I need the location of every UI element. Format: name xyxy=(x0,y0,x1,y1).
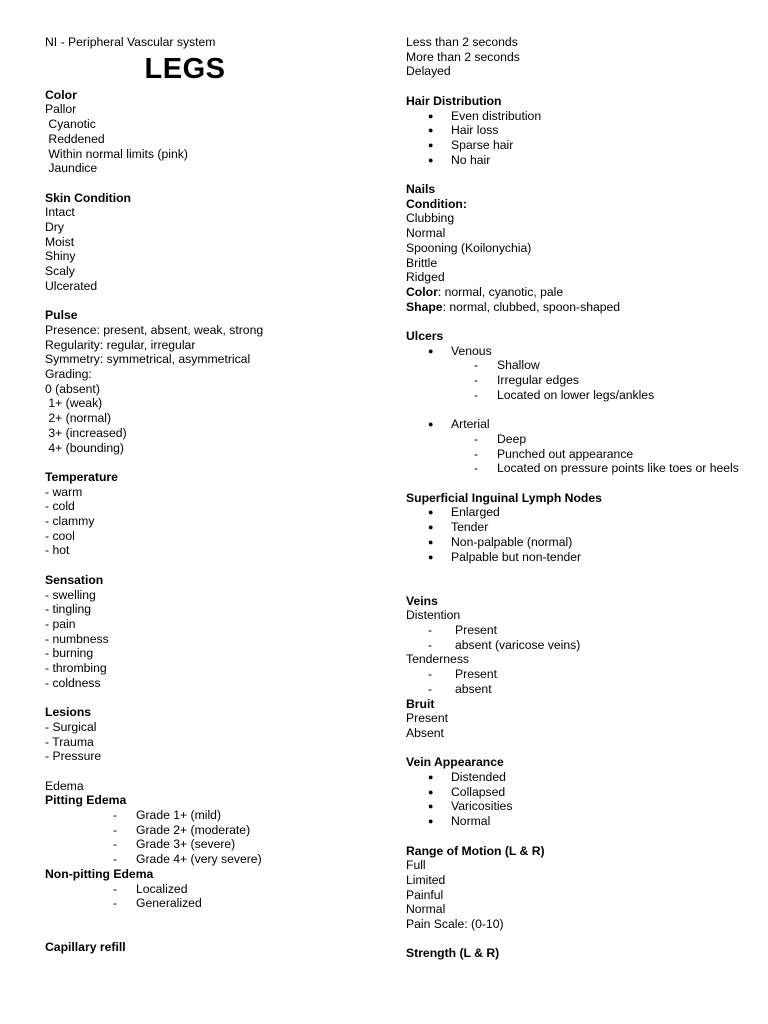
bullet-item: ● Normal xyxy=(406,814,746,829)
spacer xyxy=(45,764,375,779)
text-line: - cold xyxy=(45,499,75,514)
text-line: - thrombing xyxy=(45,661,107,676)
text-line: - hot xyxy=(45,543,70,558)
dash-subitem: - Grade 3+ (severe) xyxy=(45,837,375,852)
bullet-item: ● Sparse hair xyxy=(406,138,746,153)
section-heading: Range of Motion (L & R) xyxy=(406,843,545,858)
spacer xyxy=(406,167,746,182)
dash-subitem: - Punched out appearance xyxy=(406,447,746,462)
dash-item: - Present xyxy=(406,667,746,682)
bullet-item: ● Venous xyxy=(406,344,746,359)
text-line: - Pressure xyxy=(45,749,102,764)
field-value: : normal, cyanotic, pale xyxy=(437,284,564,299)
text-line: Presence: present, absent, weak, strong xyxy=(45,322,264,337)
dash-subitem: - Irregular edges xyxy=(406,373,746,388)
bullet-item: ● Even distribution xyxy=(406,109,746,124)
field-key: Color xyxy=(406,284,438,299)
section-heading: Temperature xyxy=(45,469,118,484)
text-line: - pain xyxy=(45,616,76,631)
text-line: Scaly xyxy=(45,264,75,279)
text-line: - tingling xyxy=(45,602,92,617)
dash-subitem: - Generalized xyxy=(45,896,375,911)
spacer xyxy=(406,741,746,756)
left-column-body xyxy=(45,88,375,955)
bullet-item: ● Tender xyxy=(406,520,746,535)
text-line: Spooning (Koilonychia) xyxy=(406,240,532,255)
bullet-item: ● No hair xyxy=(406,153,746,168)
section-heading: Superficial Inguinal Lymph Nodes xyxy=(406,490,602,505)
text-line: 3+ (increased) xyxy=(45,425,127,440)
spacer xyxy=(406,829,746,844)
left-column xyxy=(45,35,375,955)
text-line: More than 2 seconds xyxy=(406,49,520,64)
section-heading: Nails xyxy=(406,182,436,196)
section-heading: Color xyxy=(45,87,77,102)
text-line: Normal xyxy=(406,226,446,241)
section-heading: Ulcers xyxy=(406,329,444,344)
text-line: Delayed xyxy=(406,64,451,79)
spacer xyxy=(45,176,375,191)
section-heading: Hair Distribution xyxy=(406,93,502,108)
text-line: Full xyxy=(406,858,426,873)
text-line: Distention xyxy=(406,608,461,623)
text-line: Shiny xyxy=(45,249,76,264)
text-line: Normal xyxy=(406,902,446,917)
dash-subitem: - Grade 1+ (mild) xyxy=(45,808,375,823)
bullet-item: ● Collapsed xyxy=(406,785,746,800)
dash-subitem: - Localized xyxy=(45,882,375,897)
text-line: Clubbing xyxy=(406,211,455,226)
dash-item: - absent xyxy=(406,682,746,697)
section-heading: Strength (L & R) xyxy=(406,946,500,961)
text-line: Within normal limits (pink) xyxy=(45,146,188,161)
bullet-item: ● Enlarged xyxy=(406,505,746,520)
field-line xyxy=(406,285,746,300)
spacer xyxy=(406,314,746,329)
dash-item: - absent (varicose veins) xyxy=(406,638,746,653)
field-key: Shape xyxy=(406,299,443,314)
text-line: Tenderness xyxy=(406,652,470,667)
dash-subitem: - Shallow xyxy=(406,358,746,373)
text-line: Brittle xyxy=(406,255,438,270)
section-heading: Vein Appearance xyxy=(406,755,504,770)
text-line: - warm xyxy=(45,484,83,499)
spacer xyxy=(45,294,375,309)
text-line: 4+ (bounding) xyxy=(45,440,124,455)
text-line: Painful xyxy=(406,887,444,902)
right-column xyxy=(406,35,746,961)
section-title: LEGS xyxy=(144,52,226,85)
text-line: Dry xyxy=(45,220,64,235)
text-line: Reddened xyxy=(45,131,105,146)
dash-subitem: - Located on lower legs/ankles xyxy=(406,388,746,403)
text-line: Grading: xyxy=(45,367,92,382)
text-line: - coldness xyxy=(45,675,101,690)
spacer xyxy=(45,558,375,573)
dash-subitem: - Located on pressure points like toes or heels xyxy=(406,461,746,476)
text-line: Less than 2 seconds xyxy=(406,35,518,49)
text-line: - clammy xyxy=(45,514,95,529)
right-column-body xyxy=(406,35,746,961)
section-heading: Pulse xyxy=(45,308,78,323)
text-line: - Surgical xyxy=(45,719,97,734)
bullet-item: ● Varicosities xyxy=(406,799,746,814)
text-line: 2+ (normal) xyxy=(45,411,112,426)
section-heading: Skin Condition xyxy=(45,190,131,205)
section-heading: Bruit xyxy=(406,696,435,711)
text-line: Regularity: regular, irregular xyxy=(45,337,196,352)
bullet-item: ● Arterial xyxy=(406,417,746,432)
text-line: Pain Scale: (0-10) xyxy=(406,917,504,932)
text-line: Pallor xyxy=(45,102,77,117)
text-line: Ridged xyxy=(406,270,445,285)
text-line: Symmetry: symmetrical, asymmetrical xyxy=(45,352,251,367)
text-line: - cool xyxy=(45,528,75,543)
dash-subitem: - Grade 4+ (very severe) xyxy=(45,852,375,867)
spacer xyxy=(406,476,746,491)
document-title: NI - Peripheral Vascular system xyxy=(45,35,216,49)
text-line: Absent xyxy=(406,725,444,740)
spacer xyxy=(406,579,746,594)
spacer xyxy=(45,911,375,926)
spacer xyxy=(406,79,746,94)
section-heading: Sensation xyxy=(45,572,104,587)
section-heading: Veins xyxy=(406,593,438,608)
text-line: Cyanotic xyxy=(45,117,96,132)
text-line: - numbness xyxy=(45,631,109,646)
field-line xyxy=(406,300,746,315)
spacer xyxy=(406,932,746,947)
section-heading: Capillary refill xyxy=(45,940,126,955)
bullet-item: ● Non-palpable (normal) xyxy=(406,535,746,550)
section-heading: Lesions xyxy=(45,705,92,720)
spacer xyxy=(45,690,375,705)
dash-subitem: - Deep xyxy=(406,432,746,447)
spacer xyxy=(406,564,746,579)
text-line: Limited xyxy=(406,872,446,887)
section-heading: Condition: xyxy=(406,196,467,211)
section-heading: Pitting Edema xyxy=(45,793,127,808)
spacer xyxy=(45,455,375,470)
text-line: 0 (absent) xyxy=(45,381,100,396)
text-line: 1+ (weak) xyxy=(45,396,103,411)
text-line: - burning xyxy=(45,646,94,661)
spacer xyxy=(406,403,746,418)
text-line: Ulcerated xyxy=(45,278,98,293)
spacer xyxy=(45,926,375,941)
field-value: : normal, clubbed, spoon-shaped xyxy=(442,299,621,314)
section-heading: Non-pitting Edema xyxy=(45,866,154,881)
text-line: - Trauma xyxy=(45,734,94,749)
bullet-item: ● Palpable but non-tender xyxy=(406,550,746,565)
bullet-item: ● Hair loss xyxy=(406,123,746,138)
dash-item: - Present xyxy=(406,623,746,638)
text-line: Edema xyxy=(45,778,84,793)
text-line: Jaundice xyxy=(45,161,98,176)
dash-subitem: - Grade 2+ (moderate) xyxy=(45,823,375,838)
bullet-item: ● Distended xyxy=(406,770,746,785)
text-line: Present xyxy=(406,711,449,726)
text-line: Moist xyxy=(45,234,75,249)
text-line: Intact xyxy=(45,205,75,220)
text-line: - swelling xyxy=(45,587,96,602)
